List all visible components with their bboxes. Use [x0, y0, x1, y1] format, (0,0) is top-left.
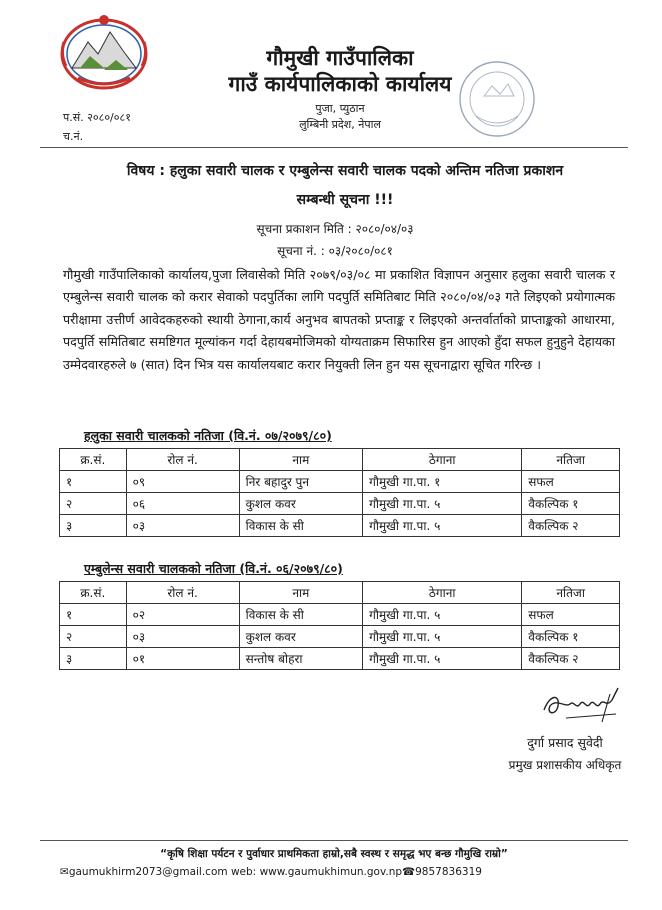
office-name: गाउँ कार्यपालिकाको कार्यालय	[228, 72, 452, 96]
footer-contact	[60, 866, 482, 878]
cell-result: सफल	[522, 604, 620, 626]
cell-result: वैकल्पिक २	[522, 648, 620, 670]
table-row	[60, 493, 620, 515]
cell-address: गौमुखी गा.पा. ५	[363, 515, 522, 537]
cell-name: निर बहादुर पुन	[239, 471, 362, 493]
phone-icon: ☎	[402, 866, 416, 878]
cell-address: गौमुखी गा.पा. ५	[363, 493, 522, 515]
cell-result: वैकल्पिक २	[522, 515, 620, 537]
cell-address: गौमुखी गा.पा. ५	[363, 626, 522, 648]
light-vehicle-result-table	[59, 448, 620, 537]
cell-address: गौमुखी गा.पा. ५	[363, 648, 522, 670]
col-serial: क्र.सं.	[60, 449, 127, 471]
municipality-name: गौमुखी गाउँपालिका	[266, 46, 414, 70]
ambulance-result-title: एम्बुलेन्स सवारी चालकको नतिजा (वि.नं. ०६/२०७९/८०)	[84, 561, 343, 576]
website-link[interactable]: www.gaumukhimun.gov.np	[259, 866, 403, 878]
col-name: नाम	[239, 582, 362, 604]
table-row	[60, 604, 620, 626]
cell-serial: २	[60, 626, 127, 648]
email-link[interactable]: gaumukhirm2073@gmail.com	[68, 866, 228, 878]
cell-roll-no: ०९	[126, 471, 239, 493]
table-row	[60, 515, 620, 537]
col-roll-no: रोल नं.	[126, 449, 239, 471]
cell-result: वैकल्पिक १	[522, 493, 620, 515]
col-roll-no: रोल नं.	[126, 582, 239, 604]
cell-name: विकास के सी	[239, 515, 362, 537]
cell-roll-no: ०३	[126, 626, 239, 648]
table-row	[60, 648, 620, 670]
cell-roll-no: ०१	[126, 648, 239, 670]
table-header-row	[60, 582, 620, 604]
cell-name: कुशल कवर	[239, 626, 362, 648]
cell-serial: ३	[60, 515, 127, 537]
cell-name: सन्तोष बोहरा	[239, 648, 362, 670]
cell-name: विकास के सी	[239, 604, 362, 626]
signatory-name: दुर्गा प्रसाद सुवेदी	[527, 735, 603, 750]
cell-roll-no: ०२	[126, 604, 239, 626]
col-address: ठेगाना	[363, 449, 522, 471]
cell-address: गौमुखी गा.पा. ५	[363, 604, 522, 626]
web-label: web:	[230, 866, 257, 878]
footer-slogan: “कृषि शिक्षा पर्यटन र पुर्वाधार प्राथमिकता हाम्रो,सबै स्वस्थ र समृद्ध भए बन्छ गौमुखि राम्रो”	[160, 848, 508, 860]
phone-number: 9857836319	[415, 866, 482, 878]
ambulance-result-table	[59, 581, 620, 670]
subject-line-2: सम्बन्धी सूचना !!!	[296, 192, 394, 208]
nepal-emblem-logo	[58, 12, 150, 92]
reference-number: प.सं. २०८०/०८१	[63, 111, 131, 124]
cell-address: गौमुखी गा.पा. १	[363, 471, 522, 493]
col-result: नतिजा	[522, 582, 620, 604]
address-line-2: लुम्बिनी प्रदेश, नेपाल	[299, 118, 381, 131]
cell-serial: ३	[60, 648, 127, 670]
light-vehicle-result-title: हलुका सवारी चालकको नतिजा (वि.नं. ०७/२०७९/८०)	[84, 428, 332, 443]
address-line-1: पुजा, प्युठान	[315, 102, 365, 115]
cell-result: सफल	[522, 471, 620, 493]
table-row	[60, 626, 620, 648]
footer-divider	[40, 840, 628, 841]
table-row	[60, 471, 620, 493]
subject-line-1: विषय : हलुका सवारी चालक र एम्बुलेन्स सवारी चालक पदको अन्तिम नतिजा प्रकाशन	[126, 163, 564, 179]
cell-result: वैकल्पिक १	[522, 626, 620, 648]
office-seal-stamp	[456, 58, 538, 140]
col-result: नतिजा	[522, 449, 620, 471]
cell-name: कुशल कवर	[239, 493, 362, 515]
col-address: ठेगाना	[363, 582, 522, 604]
cell-roll-no: ०६	[126, 493, 239, 515]
table-header-row	[60, 449, 620, 471]
cell-serial: १	[60, 471, 127, 493]
col-serial: क्र.सं.	[60, 582, 127, 604]
cell-roll-no: ०३	[126, 515, 239, 537]
dispatch-number: च.नं.	[63, 130, 84, 143]
signatory-designation: प्रमुख प्रशासकीय अधिकृत	[508, 758, 622, 772]
email-icon: ✉	[60, 866, 69, 878]
col-name: नाम	[239, 449, 362, 471]
cell-serial: १	[60, 604, 127, 626]
publish-date: सूचना प्रकाशन मिति : २०८०/०४/०३	[256, 222, 414, 236]
handwritten-signature	[536, 684, 624, 726]
notice-body: गौमुखी गाउँपालिकाको कार्यालय,पुजा लिवासेको मिति २०७९/०३/०८ मा प्रकाशित विज्ञापन अनुसार हलुका सवारी चालक र एम्बुलेन्स सवारी चालक को करार सेवाको पदपुर्तिका लागि पदपुर्ति समितिबाट मिति २०८०/०४/०३ गते लिइएको प्रयोगात्मक परीक्षामा उत्तीर्ण आवेदकहरुको स्थायी ठेगाना,कार्य अनुभव बापतको प्रप्ताङ्क र लिइएको अन्तर्वार्ताको प्राप्ताङ्कको आधारमा, पदपुर्ति समितिबाट समष्टिगत मूल्यांकन गर्दा देहायबमोजिमको योग्यताक्रम सिफारिस हुन आएको हुँदा सफल हुनुहुने देहायका उम्मेदवारहरुले ७ (सात) दिन भित्र यस कार्यालयबाट करार नियुक्ती लिन हुन यस सूचनाद्वारा सूचित गरिन्छ ।	[63, 267, 615, 372]
notice-number: सूचना नं. : ०३/२०८०/०८१	[277, 244, 393, 258]
cell-serial: २	[60, 493, 127, 515]
header-divider	[40, 147, 628, 148]
